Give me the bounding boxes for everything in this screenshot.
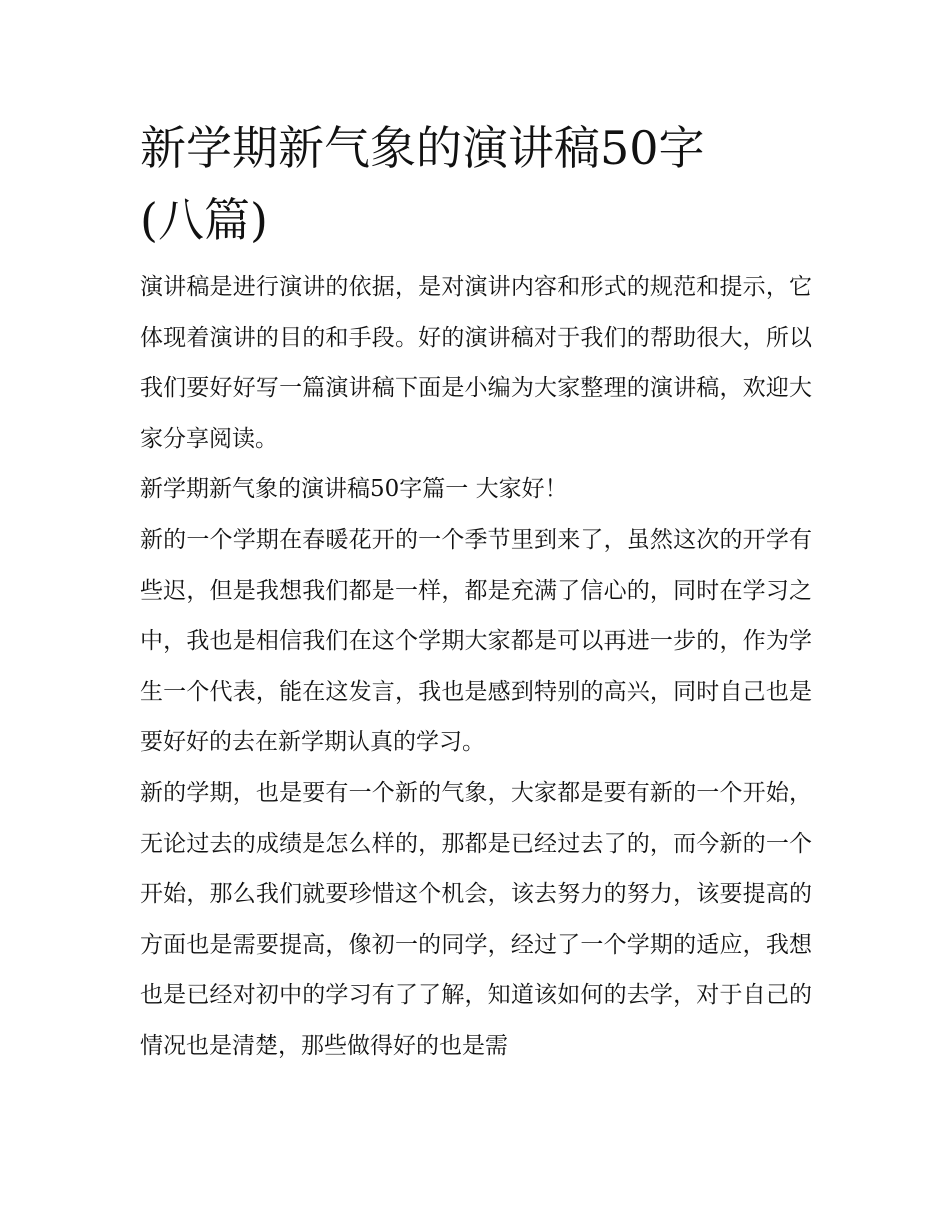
section-heading-paragraph: 新学期新气象的演讲稿50字篇一 大家好！	[140, 476, 568, 503]
intro-paragraph: 演讲稿是进行演讲的依据，是对演讲内容和形式的规范和提示，它体现着演讲的目的和手段。好的演讲稿对于我们的帮助很大，所以我们要好好写一篇演讲稿下面是小编为大家整理的演讲稿，欢迎大家分享阅读。	[140, 274, 812, 452]
document-title-line1: 新学期新气象的演讲稿50字	[140, 121, 705, 175]
document-title	[140, 112, 812, 256]
body-paragraph-1: 新的一个学期在春暖花开的一个季节里到来了，虽然这次的开学有些迟，但是我想我们都是一样，都是充满了信心的，同时在学习之中，我也是相信我们在这个学期大家都是可以再进一步的，作为学生一个代表，能在这发言，我也是感到特别的高兴，同时自己也是要好好的去在新学期认真的学习。	[140, 526, 812, 756]
document-title-line2: (八篇)	[140, 193, 268, 247]
body-paragraph-2: 新的学期，也是要有一个新的气象，大家都是要有新的一个开始，无论过去的成绩是怎么样的，那都是已经过去了的，而今新的一个开始，那么我们就要珍惜这个机会，该去努力的努力，该要提高的方面也是需要提高，像初一的同学，经过了一个学期的适应，我想也是已经对初中的学习有了了解，知道该如何的去学，对于自己的情况也是清楚，那些做得好的也是需	[140, 779, 812, 1059]
document-content	[140, 112, 812, 1072]
